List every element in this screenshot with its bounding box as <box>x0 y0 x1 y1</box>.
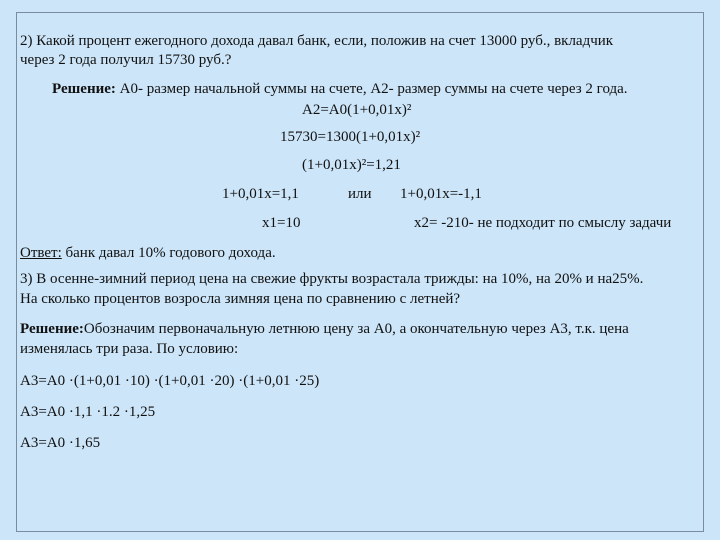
problem2-eq4-left: 1+0,01x=1,1 <box>222 186 299 202</box>
problem2-answer-text: банк давал 10% годового дохода. <box>65 245 276 261</box>
problem3-solution-label: Решение: <box>20 321 84 337</box>
problem2-or: или <box>348 186 372 202</box>
problem2-solution-label: Решение: <box>52 81 116 97</box>
problem3-solution-line1 <box>20 320 629 338</box>
problem3-eq1: A3=A0 ·(1+0,01 ·10) ·(1+0,01 ·20) ·(1+0,01 ·25) <box>20 373 320 389</box>
problem3-eq2: A3=A0 ·1,1 ·1.2 ·1,25 <box>20 404 156 420</box>
problem2-answer-label: Ответ: <box>20 245 62 261</box>
problem2-eq2: 15730=1300(1+0,01x)² <box>280 129 421 145</box>
problem3-line2: На сколько процентов возросла зимняя цена по сравнению с летней? <box>20 291 461 307</box>
problem3-eq3: A3=A0 ·1,65 <box>20 435 101 451</box>
problem2-solution <box>52 80 628 98</box>
problem2-line1: 2) Какой процент ежегодного дохода давал банк, если, положив на счет 13000 руб., вкладчик <box>20 33 614 49</box>
problem3-line1: 3) В осенне-зимний период цена на свежие фрукты возрастала трижды: на 10%, на 20% и на25%. <box>20 271 644 287</box>
problem2-eq1: A2=A0(1+0,01x)² <box>302 102 412 118</box>
problem2-line2: через 2 года получил 15730 руб.? <box>20 52 232 68</box>
problem2-solution-text: A0- размер начальной суммы на счете, A2- размер суммы на счете через 2 года. <box>119 81 628 97</box>
problem2-eq4-right: 1+0,01x=-1,1 <box>400 186 482 202</box>
problem2-eq3: (1+0,01x)²=1,21 <box>302 157 401 173</box>
problem2-x2: x2= -210- не подходит по смыслу задачи <box>414 215 672 231</box>
problem3-solution-line2: изменялась три раза. По условию: <box>20 341 239 357</box>
problem2-answer <box>20 244 276 262</box>
problem3-solution-text: Обозначим первоначальную летнюю цену за A0, а окончательную через A3, т.к. цена <box>83 321 629 337</box>
problem2-x1: x1=10 <box>262 215 301 231</box>
